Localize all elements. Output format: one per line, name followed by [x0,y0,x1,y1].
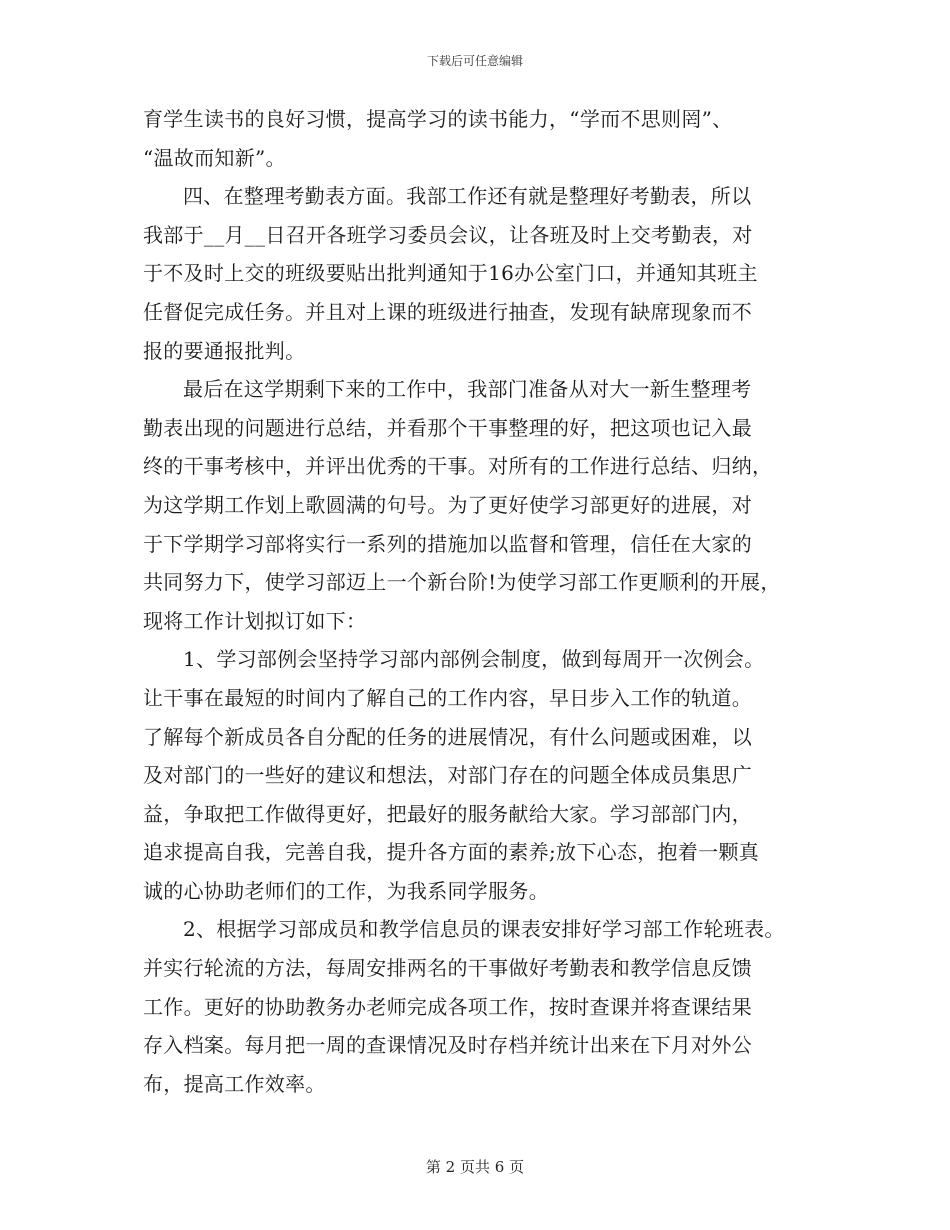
body-line: 为这学期工作划上歌圆满的句号。为了更好使学习部更好的进展，对 [143,492,752,517]
body-line: 任督促完成任务。并且对上课的班级进行抽查，发现有缺席现象而不 [143,299,752,324]
paragraph-start-line: 2、根据学习部成员和教学信息员的课表安排好学习部工作轮班表。 [183,917,785,942]
body-line: 并实行轮流的方法，每周安排两名的干事做好考勤表和教学信息反馈 [143,956,752,981]
body-line: 及对部门的一些好的建议和想法，对部门存在的问题全体成员集思广 [143,763,752,788]
paragraph-start-line: 四、在整理考勤表方面。我部工作还有就是整理好考勤表，所以 [183,184,752,209]
body-line: 存入档案。每月把一周的查课情况及时存档并统计出来在下月对外公 [143,1033,752,1058]
body-line: 让干事在最短的时间内了解自己的工作内容，早日步入工作的轨道。 [143,685,752,710]
document-body [143,100,813,1103]
paragraph-start-line: 最后在这学期剩下来的工作中，我部门准备从对大一新生整理考 [183,377,752,402]
paragraph-start-line: 1、学习部例会坚持学习部内部例会制度，做到每周开一次例会。 [183,647,765,672]
body-line: 我部于__月__日召开各班学习委员会议，让各班及时上交考勤表，对 [143,222,753,247]
body-line: 共同努力下，使学习部迈上一个新台阶!为使学习部工作更顺利的开展， [143,570,781,595]
body-line: 于不及时上交的班级要贴出批判通知于16办公室门口，并通知其班主 [143,261,758,286]
page-number: 第 2 页共 6 页 [425,1158,525,1176]
body-line: 现将工作计划拟订如下： [143,608,367,633]
body-line: 追求提高自我，完善自我，提升各方面的素养;放下心态，抱着一颗真 [143,840,760,865]
body-line: 了解每个新成员各自分配的任务的进展情况，有什么问题或困难，以 [143,724,752,749]
body-line: 育学生读书的良好习惯，提高学习的读书能力，“学而不思则罔”、 [143,107,733,131]
body-line: 报的要通报批判。 [143,338,306,363]
body-line: 诚的心协助老师们的工作，为我系同学服务。 [143,878,549,903]
body-line: 终的干事考核中，并评出优秀的干事。对所有的工作进行总结、归纳， [143,454,773,479]
body-line: 布，提高工作效率。 [143,1071,326,1096]
page-header: 下载后可任意编辑 [426,54,523,68]
body-line: 益，争取把工作做得更好，把最好的服务献给大家。学习部部门内， [143,801,752,826]
body-line: 于下学期学习部将实行一系列的措施加以监督和管理，信任在大家的 [143,531,752,556]
body-line: 勤表出现的问题进行总结，并看那个干事整理的好，把这项也记入最 [143,415,752,440]
body-line: “温故而知新”。 [143,145,286,170]
body-line: 工作。更好的协助教务办老师完成各项工作，按时查课并将查课结果 [143,994,752,1019]
